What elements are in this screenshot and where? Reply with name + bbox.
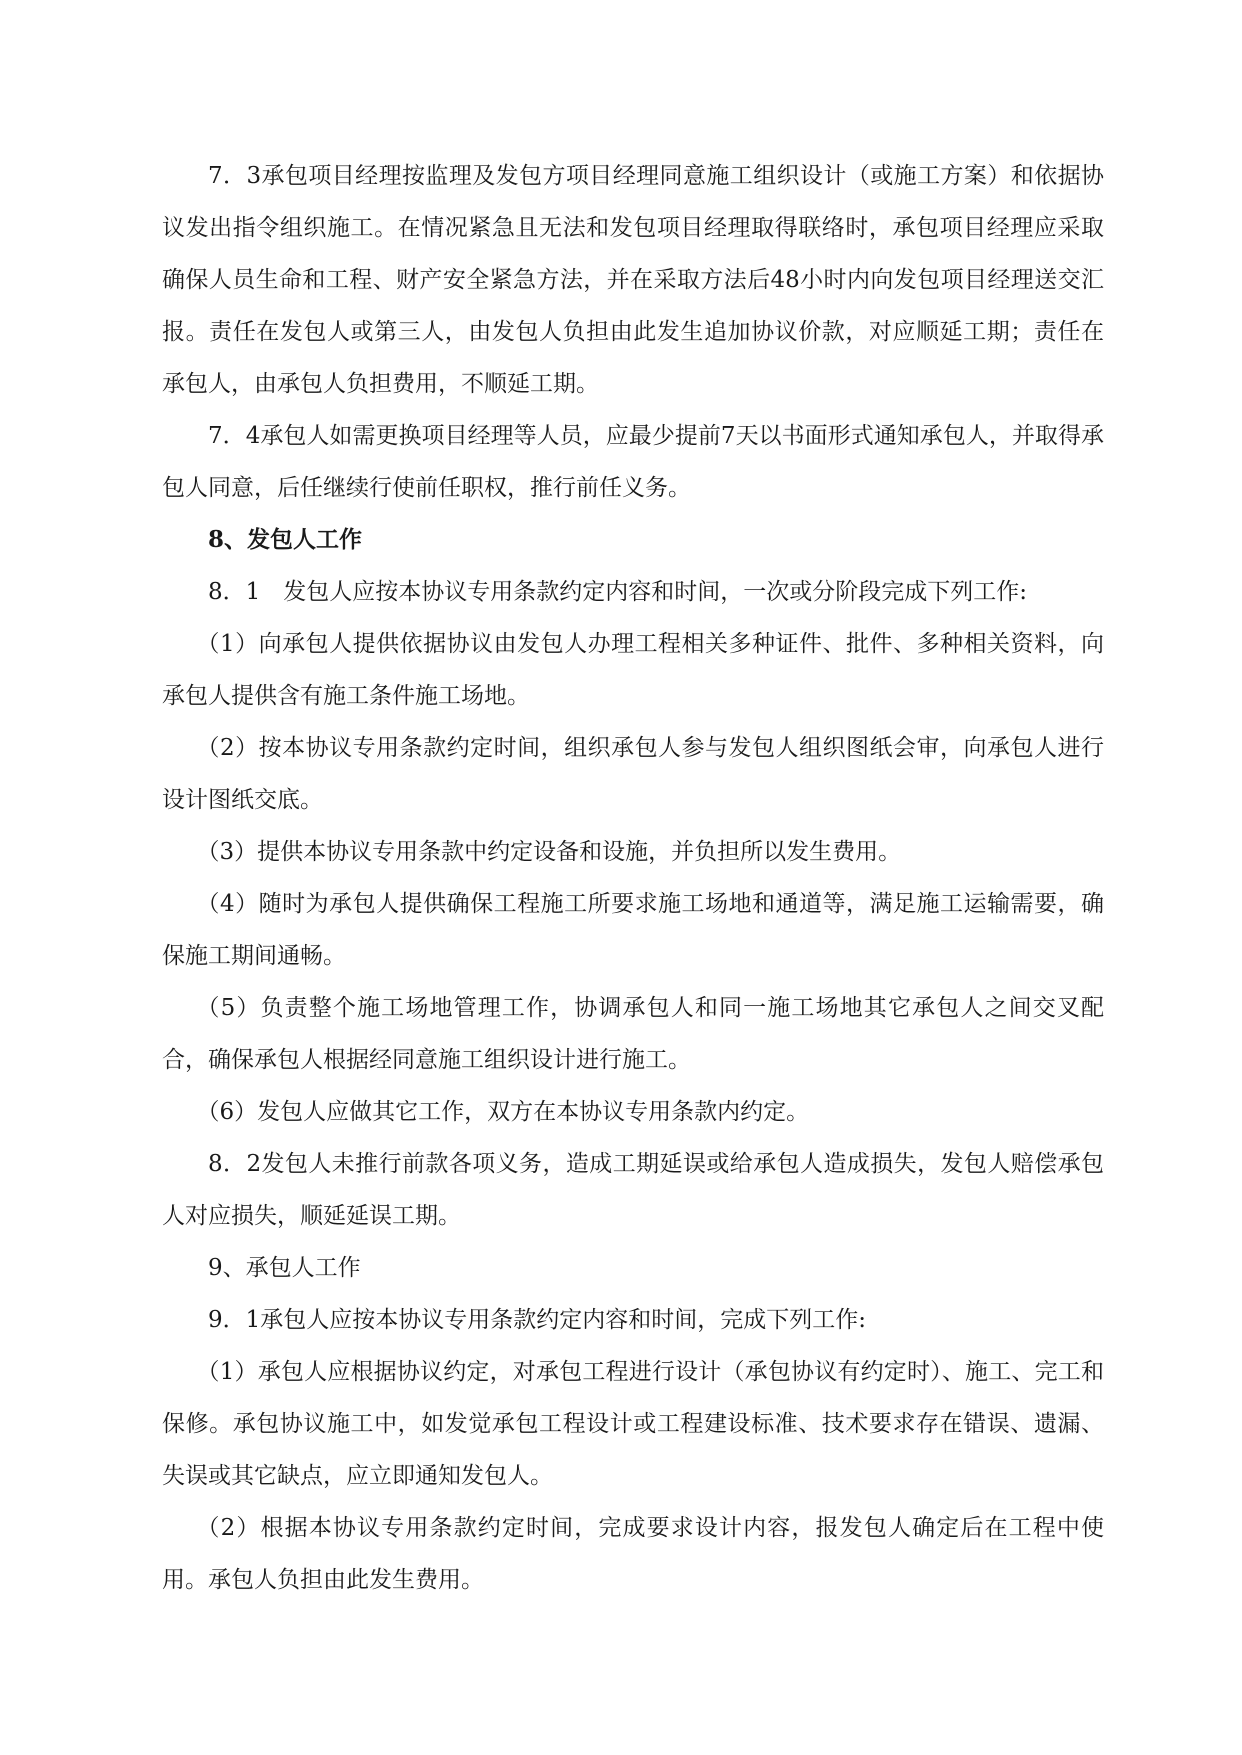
clause-8-1-item-6: （6）发包人应做其它工作，双方在本协议专用条款内约定。 bbox=[196, 1099, 810, 1125]
clause-9-1-item-2: （2）根据本协议专用条款约定时间，完成要求设计内容，报发包人确定后在工程中使用。承包人负担由此发生费用。 bbox=[162, 1515, 1104, 1593]
clause-8-1-item-4: （4）随时为承包人提供确保工程施工所要求施工场地和通道等，满足施工运输需要，确保施工期间通畅。 bbox=[162, 891, 1104, 969]
clause-8-1-item-3: （3）提供本协议专用条款中约定设备和设施，并负担所以发生费用。 bbox=[196, 839, 902, 865]
section-heading-8: 8、发包人工作 bbox=[208, 526, 363, 553]
clause-9-1-item-1: （1）承包人应根据协议约定，对承包工程进行设计（承包协议有约定时）、施工、完工和保修。承包协议施工中，如发觉承包工程设计或工程建设标准、技术要求存在错误、遗漏、失误或其它缺点，应立即通知发包人。 bbox=[162, 1359, 1104, 1489]
clause-8-2: 8．2发包人未推行前款各项义务，造成工期延误或给承包人造成损失，发包人赔偿承包人对应损失，顺延延误工期。 bbox=[162, 1151, 1104, 1229]
clause-8-1-item-2: （2）按本协议专用条款约定时间，组织承包人参与发包人组织图纸会审，向承包人进行设计图纸交底。 bbox=[162, 735, 1104, 813]
clause-9-1: 9．1承包人应按本协议专用条款约定内容和时间，完成下列工作: bbox=[208, 1307, 867, 1333]
clause-7-3: 7．3承包项目经理按监理及发包方项目经理同意施工组织设计（或施工方案）和依据协议发出指令组织施工。在情况紧急且无法和发包项目经理取得联络时，承包项目经理应采取确保人员生命和工程、财产安全紧急方法，并在采取方法后48小时内向发包项目经理送交汇报。责任在发包人或第三人，由发包人负担由此发生追加协议价款，对应顺延工期；责任在承包人，由承包人负担费用，不顺延工期。 bbox=[162, 163, 1104, 397]
section-heading-9: 9、承包人工作 bbox=[208, 1255, 361, 1281]
clause-7-4: 7．4承包人如需更换项目经理等人员，应最少提前7天以书面形式通知承包人，并取得承包人同意，后任继续行使前任职权，推行前任义务。 bbox=[162, 423, 1104, 501]
clause-8-1-item-1: （1）向承包人提供依据协议由发包人办理工程相关多种证件、批件、多种相关资料，向承包人提供含有施工条件施工场地。 bbox=[162, 631, 1104, 709]
clause-8-1-item-5: （5）负责整个施工场地管理工作，协调承包人和同一施工场地其它承包人之间交叉配合，确保承包人根据经同意施工组织设计进行施工。 bbox=[162, 995, 1104, 1073]
clause-8-1: 8．1 发包人应按本协议专用条款约定内容和时间，一次或分阶段完成下列工作: bbox=[208, 579, 1028, 605]
document-body bbox=[162, 150, 1104, 1606]
